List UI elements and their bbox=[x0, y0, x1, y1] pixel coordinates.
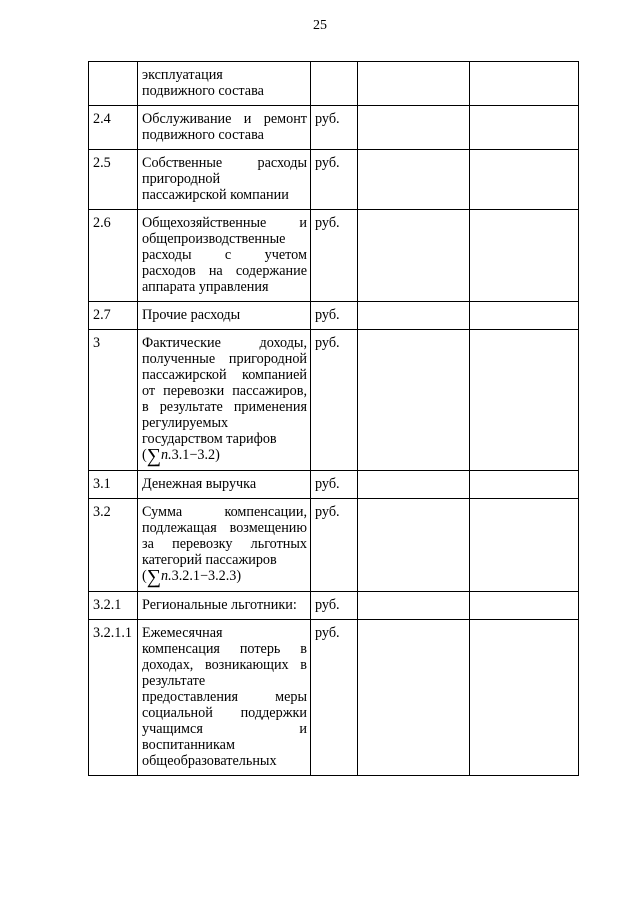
row-description-cell bbox=[138, 592, 311, 620]
table-row bbox=[89, 620, 579, 776]
unit-cell bbox=[311, 62, 358, 106]
description-line: Прочие расходы bbox=[142, 307, 241, 323]
row-description-cell bbox=[138, 620, 311, 776]
table-row bbox=[89, 150, 579, 210]
description-line: Обслуживание и ремонт bbox=[142, 111, 307, 127]
description-line: регулируемых bbox=[142, 415, 229, 431]
description-line: результате bbox=[142, 673, 206, 689]
description-line: в результате применения bbox=[142, 399, 307, 415]
row-number-cell: 2.6 bbox=[89, 210, 138, 302]
description-line: за перевозку льготных bbox=[142, 536, 307, 552]
description-line: Денежная выручка bbox=[142, 476, 257, 492]
description-line: от перевозки пассажиров, bbox=[142, 383, 307, 399]
row-description-cell bbox=[138, 62, 311, 106]
unit-cell: руб. bbox=[311, 499, 358, 592]
formula-ref: п. bbox=[161, 447, 172, 463]
value-cell-2 bbox=[470, 106, 579, 150]
row-description-cell bbox=[138, 302, 311, 330]
table-row bbox=[89, 302, 579, 330]
value-cell-1 bbox=[358, 150, 470, 210]
value-cell-1 bbox=[358, 499, 470, 592]
description-line: предоставления меры bbox=[142, 689, 307, 705]
value-cell-2 bbox=[470, 330, 579, 471]
unit-cell: руб. bbox=[311, 471, 358, 499]
table-row bbox=[89, 471, 579, 499]
description-line: государством тарифов bbox=[142, 431, 277, 447]
value-cell-2 bbox=[470, 150, 579, 210]
description-line: полученные пригородной bbox=[142, 351, 307, 367]
value-cell-1 bbox=[358, 330, 470, 471]
value-cell-2 bbox=[470, 620, 579, 776]
description-line: Сумма компенсации, bbox=[142, 504, 307, 520]
description-line: подвижного состава bbox=[142, 83, 264, 99]
description-line: расходов на содержание bbox=[142, 263, 307, 279]
row-number-cell: 3.2.1 bbox=[89, 592, 138, 620]
value-cell-1 bbox=[358, 592, 470, 620]
description-line: Фактические доходы, bbox=[142, 335, 307, 351]
table-row bbox=[89, 499, 579, 592]
description-line: общеобразовательных bbox=[142, 753, 277, 769]
row-number-cell: 3.2.1.1 bbox=[89, 620, 138, 776]
row-number-cell: 2.5 bbox=[89, 150, 138, 210]
unit-cell: руб. bbox=[311, 302, 358, 330]
formula-ref: п. bbox=[161, 568, 172, 584]
table-row bbox=[89, 106, 579, 150]
unit-cell: руб. bbox=[311, 592, 358, 620]
row-description-cell bbox=[138, 499, 311, 592]
table-row bbox=[89, 330, 579, 471]
sum-formula bbox=[142, 566, 307, 588]
formula-open: ( bbox=[142, 447, 147, 463]
row-description-cell bbox=[138, 106, 311, 150]
row-number-cell: 3.1 bbox=[89, 471, 138, 499]
page-number: 25 bbox=[313, 18, 327, 33]
description-line: расходы с учетом bbox=[142, 247, 307, 263]
formula-range: 3.2.1−3.2.3) bbox=[171, 568, 242, 584]
value-cell-1 bbox=[358, 620, 470, 776]
value-cell-2 bbox=[470, 302, 579, 330]
description-line: подвижного состава bbox=[142, 127, 264, 143]
value-cell-2 bbox=[470, 62, 579, 106]
unit-cell: руб. bbox=[311, 150, 358, 210]
unit-cell: руб. bbox=[311, 106, 358, 150]
row-number-cell: 3 bbox=[89, 330, 138, 471]
unit-cell: руб. bbox=[311, 210, 358, 302]
row-number-cell: 3.2 bbox=[89, 499, 138, 592]
formula-sigma: ∑ bbox=[146, 566, 161, 588]
value-cell-1 bbox=[358, 302, 470, 330]
table-row bbox=[89, 210, 579, 302]
value-cell-1 bbox=[358, 62, 470, 106]
value-cell-2 bbox=[470, 592, 579, 620]
cost-table bbox=[88, 61, 579, 776]
description-line: пассажирской компании bbox=[142, 187, 289, 203]
description-line: эксплуатация bbox=[142, 67, 223, 83]
row-description-cell bbox=[138, 471, 311, 499]
unit-cell: руб. bbox=[311, 620, 358, 776]
description-line: социальной поддержки bbox=[142, 705, 307, 721]
description-line: учащимся и bbox=[142, 721, 307, 737]
description-line: подлежащая возмещению bbox=[142, 520, 307, 536]
row-number-cell: 2.7 bbox=[89, 302, 138, 330]
description-line: компенсация потерь в bbox=[142, 641, 307, 657]
description-line: категорий пассажиров bbox=[142, 552, 277, 568]
description-line: Собственные расходы bbox=[142, 155, 307, 171]
description-line: общепроизводственные bbox=[142, 231, 286, 247]
description-line: доходах, возникающих в bbox=[142, 657, 307, 673]
table-row bbox=[89, 62, 579, 106]
value-cell-1 bbox=[358, 106, 470, 150]
formula-range: 3.1−3.2) bbox=[171, 447, 220, 463]
value-cell-2 bbox=[470, 210, 579, 302]
description-line: пассажирской компанией bbox=[142, 367, 307, 383]
row-description-cell bbox=[138, 330, 311, 471]
row-description-cell bbox=[138, 210, 311, 302]
table-body bbox=[89, 62, 579, 776]
description-line: аппарата управления bbox=[142, 279, 269, 295]
unit-cell: руб. bbox=[311, 330, 358, 471]
sum-formula bbox=[142, 445, 307, 467]
row-number-cell bbox=[89, 62, 138, 106]
row-description-cell bbox=[138, 150, 311, 210]
value-cell-1 bbox=[358, 471, 470, 499]
description-line: Региональные льготники: bbox=[142, 597, 297, 613]
row-number-cell: 2.4 bbox=[89, 106, 138, 150]
table-row bbox=[89, 592, 579, 620]
description-line: пригородной bbox=[142, 171, 221, 187]
description-line: Ежемесячная bbox=[142, 625, 223, 641]
formula-open: ( bbox=[142, 568, 147, 584]
description-line: воспитанникам bbox=[142, 737, 235, 753]
value-cell-1 bbox=[358, 210, 470, 302]
formula-sigma: ∑ bbox=[146, 445, 161, 467]
value-cell-2 bbox=[470, 471, 579, 499]
description-line: Общехозяйственные и bbox=[142, 215, 307, 231]
value-cell-2 bbox=[470, 499, 579, 592]
